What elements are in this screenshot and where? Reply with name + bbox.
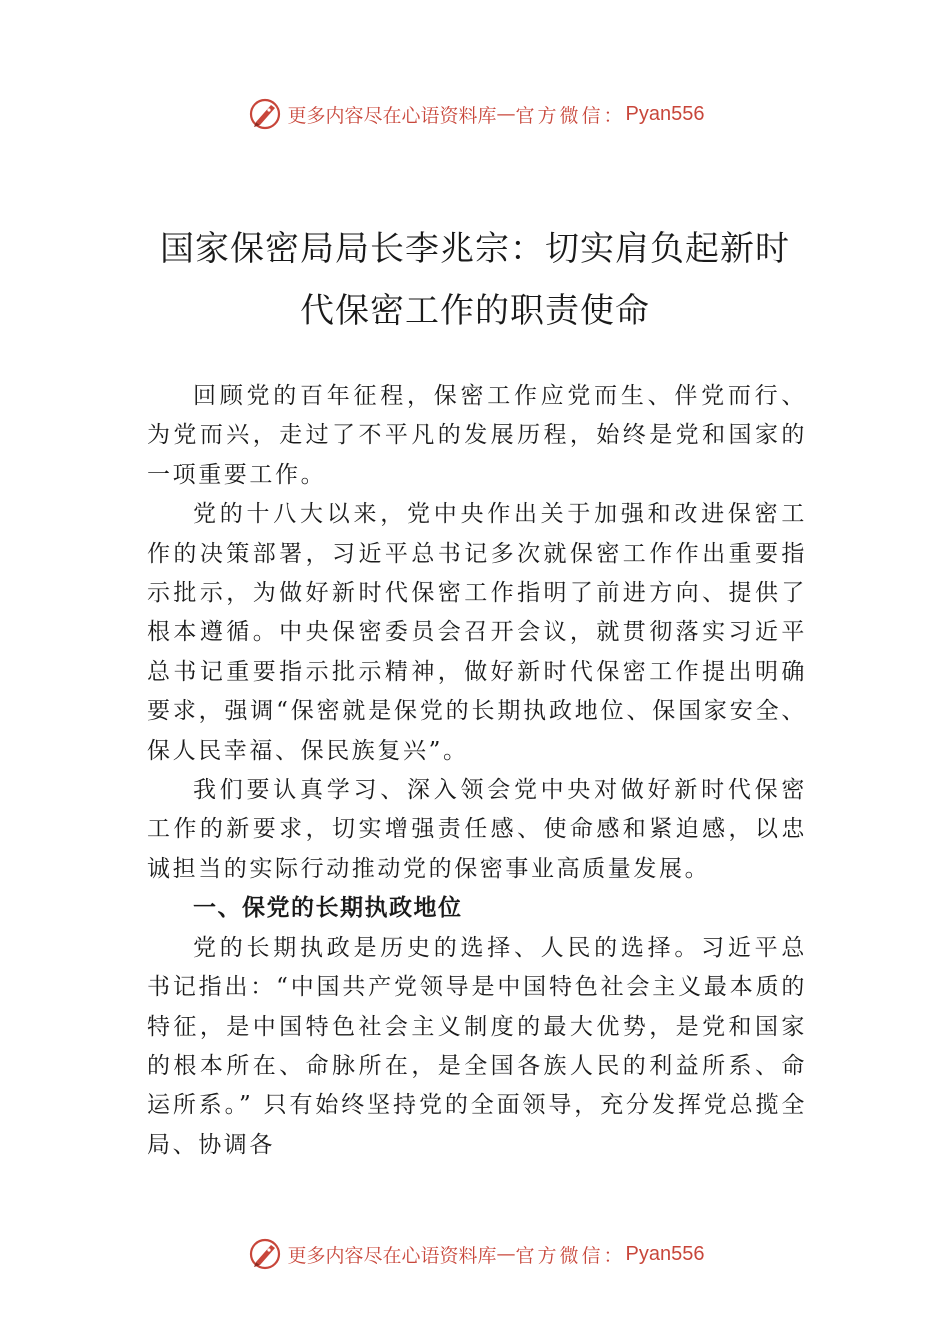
paragraph-3: 我们要认真学习、深入领会党中央对做好新时代保密工作的新要求，切实增强责任感、使命感和紧迫感，以忠诚担当的实际行动推动党的保密事业高质量发展。	[147, 777, 807, 882]
paragraph-1: 回顾党的百年征程，保密工作应党而生、伴党而行、为党而兴，走过了不平凡的发展历程，始终是党和国家的一项重要工作。	[147, 383, 807, 488]
section-heading-1: 一、保党的长期执政地位	[193, 895, 463, 922]
banner-separator: —	[496, 103, 516, 125]
document-title	[140, 218, 810, 342]
banner-slogan: 更多内容尽在心语资料库	[287, 104, 497, 127]
banner-wechat-id: Pyan556	[625, 102, 705, 125]
banner-wechat-label: 官方微信：	[515, 104, 626, 127]
paragraph-2: 党的十八大以来，党中央作出关于加强和改进保密工作的决策部署，习近平总书记多次就保密工作作出重要指示批示，为做好新时代保密工作指明了前进方向、提供了根本遵循。中央保密委员会召开会议，就贯彻落实习近平总书记重要指示批示精神，做好新时代保密工作提出明确要求，强调“保密就是保党的长期执政地位、保国家安全、保人民幸福、保民族复兴”。	[147, 501, 807, 764]
banner-wechat-id: Pyan556	[625, 1242, 705, 1265]
document-body	[147, 377, 807, 1165]
header-banner	[0, 94, 950, 134]
footer-banner	[0, 1234, 950, 1274]
section-1-paragraph: 党的长期执政是历史的选择、人民的选择。习近平总书记指出：“中国共产党领导是中国特色社会主义最本质的特征，是中国特色社会主义制度的最大优势，是党和国家的根本所在、命脉所在，是全国各族人民的利益所系、命运所系。” 只有始终坚持党的全面领导，充分发挥党总揽全局、协调各	[147, 934, 807, 1158]
title-line-1: 国家保密局局长李兆宗：切实肩负起新时	[160, 229, 790, 269]
pen-nib-logo-icon	[246, 95, 284, 133]
pen-nib-logo-icon	[246, 1235, 284, 1273]
banner-wechat-label: 官方微信：	[515, 1244, 626, 1267]
banner-slogan: 更多内容尽在心语资料库	[287, 1244, 497, 1267]
title-line-2: 代保密工作的职责使命	[300, 291, 650, 331]
banner-separator: —	[496, 1243, 516, 1265]
